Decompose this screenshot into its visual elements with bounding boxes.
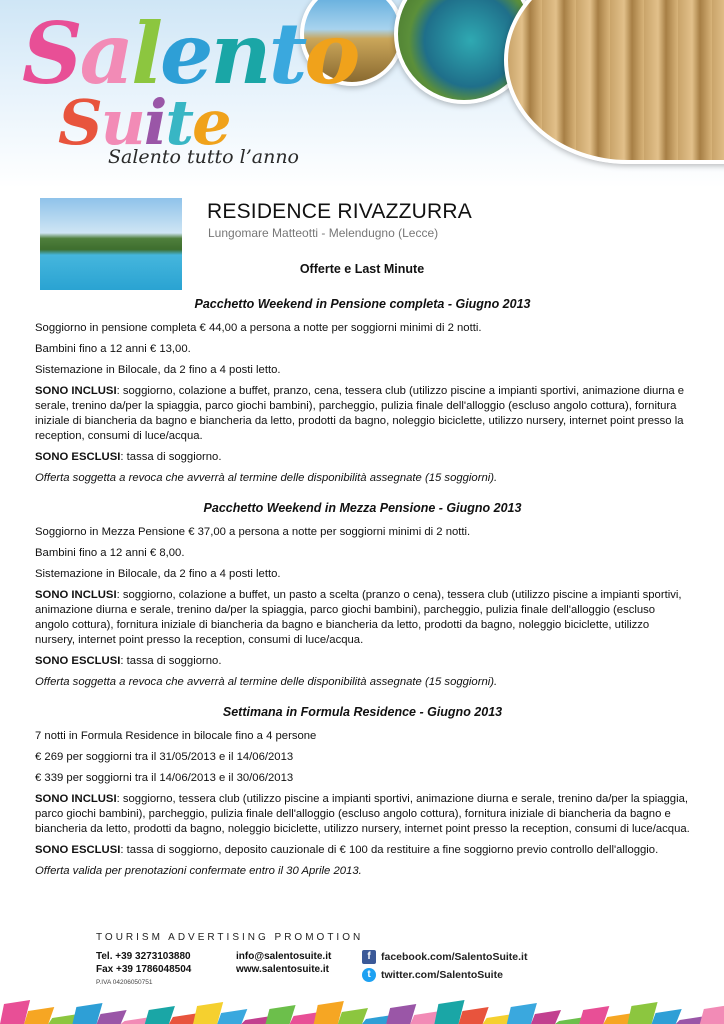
esclusi-label: SONO ESCLUSI [35,844,121,856]
footer-stripe [97,1010,127,1024]
facebook-icon: f [362,950,376,964]
offer-inclusi [35,384,690,444]
esclusi-text: : tassa di soggiorno, deposito cauzionale di € 100 da restituire a fine soggiorno previo controllo dell'alloggio. [120,844,659,856]
footer-promo: TOURISM ADVERTISING PROMOTION [96,932,364,943]
esclusi-label: SONO ESCLUSI [35,655,121,667]
inclusi-label: SONO INCLUSI [35,589,117,601]
residence-address: Lungomare Matteotti - Melendugno (Lecce) [208,226,439,240]
logo-salento: Salento [22,4,358,103]
offer-note: Offerta soggetta a revoca che avverrà al termine delle disponibilità assegnate (15 soggiorni). [35,472,498,484]
offer-line: Bambini fino a 12 anni € 13,00. [35,343,191,355]
offer-line: € 339 per soggiorni tra il 14/06/2013 e il 30/06/2013 [35,772,294,784]
section-heading: Offerte e Last Minute [299,262,425,276]
offer-pensione-completa [35,297,690,486]
offer-esclusi [35,843,690,858]
facebook-text: facebook.com/SalentoSuite.it [381,950,528,963]
esclusi-text: : tassa di soggiorno. [120,655,222,667]
residence-photo [40,198,182,290]
offer-title: Pacchetto Weekend in Pensione completa - Giugno 2013 [194,297,531,311]
offer-note: Offerta valida per prenotazioni confermate entro il 30 Aprile 2013. [35,865,362,877]
footer-piva: P.IVA 04206050751 [96,979,153,986]
esclusi-label: SONO ESCLUSI [35,451,121,463]
inclusi-text: : soggiorno, colazione a buffet, pranzo, cena, tessera club (utilizzo piscine a impianti sportivi, animazione diurna e serale, trenino da/per la spiaggia, parco giochi bambini), parcheggio, pulizia finale dell'alloggio (escluso angolo cottura), fornitura iniziale di biancheria da bagno e biancheria da letto, prodotti da bagno, noleggio biciclette, utilizzo nursery, internet point presso la reception, consumi di luce/acqua. [35,385,685,442]
logo-suite: Suite [58,86,230,159]
photo-circle-baroque [504,0,724,164]
esclusi-text: : tassa di soggiorno. [120,451,222,463]
footer-color-stripes [0,970,724,1024]
offer-line: 7 notti in Formula Residence in bilocale fino a 4 persone [35,730,317,742]
footer-stripe [338,1008,368,1024]
offers-content [35,297,690,894]
offer-line: Bambini fino a 12 anni € 8,00. [35,547,185,559]
header-banner [0,0,724,188]
offer-title: Settimana in Formula Residence - Giugno 2013 [222,705,503,719]
twitter-icon: t [362,968,376,982]
footer-email-link[interactable]: info@salentosuite.it [236,951,332,962]
footer-phone: Tel. +39 3273103880 [96,951,191,962]
footer-stripe [24,1007,54,1024]
logo-tagline: Salento tutto l’anno [108,146,299,168]
offer-formula-residence [35,705,690,879]
footer-stripe [700,1005,724,1024]
offer-note: Offerta soggetta a revoca che avverrà al termine delle disponibilità assegnate (15 soggiorni). [35,676,498,688]
footer-stripe [145,1006,175,1024]
twitter-text: twitter.com/SalentoSuite [381,968,503,981]
footer-website-link[interactable]: www.salentosuite.it [236,964,329,975]
offer-line: Soggiorno in pensione completa € 44,00 a persona a notte per soggiorni minimi di 2 notti. [35,322,482,334]
inclusi-label: SONO INCLUSI [35,385,117,397]
inclusi-text: : soggiorno, tessera club (utilizzo piscine a impianti sportivi, animazione diurna e serale, trenino da/per la spiaggia, parco giochi bambini), parcheggio, pulizia finale dell'alloggio (escluso angolo cottura), fornitura iniziale di biancheria da bagno e biancheria da letto, prodotti da bagno, noleggio biciclette, utilizzo nursery, internet point presso la reception, consumi di luce/acqua. [35,793,690,835]
offer-inclusi [35,588,690,648]
footer-stripe [217,1009,247,1024]
offer-inclusi [35,792,690,837]
offer-esclusi [35,450,690,465]
footer-fax: Fax +39 1786048504 [96,964,192,975]
offer-line: € 269 per soggiorni tra il 31/05/2013 e il 14/06/2013 [35,751,294,763]
residence-title: RESIDENCE RIVAZZURRA [207,200,472,223]
footer-stripe [579,1006,609,1024]
footer [0,928,724,1024]
footer-facebook-link[interactable] [362,950,527,964]
inclusi-label: SONO INCLUSI [35,793,117,805]
offer-title: Pacchetto Weekend in Mezza Pensione - Giugno 2013 [203,501,522,515]
offer-mezza-pensione [35,501,690,690]
footer-stripe [459,1007,489,1024]
offer-esclusi [35,654,690,669]
offer-line: Sistemazione in Bilocale, da 2 fino a 4 posti letto. [35,364,281,376]
offer-line: Soggiorno in Mezza Pensione € 37,00 a persona a notte per soggiorni minimi di 2 notti. [35,526,471,538]
footer-stripe [531,1010,561,1024]
offer-line: Sistemazione in Bilocale, da 2 fino a 4 posti letto. [35,568,281,580]
footer-stripe [652,1009,682,1024]
inclusi-text: : soggiorno, colazione a buffet, un pasto a scelta (pranzo o cena), tessera club (utilizzo piscine a impianti sportivi, animazione diurna e serale, trenino da/per la spiaggia, parco giochi bambini), parcheggio, pulizia finale dell'alloggio (escluso angolo cottura), fornitura iniziale di biancheria da bagno e biancheria da letto, prodotti da bagno, noleggio biciclette, utilizzo nursery, internet point presso la reception, consumi di luce/acqua. [35,589,682,646]
